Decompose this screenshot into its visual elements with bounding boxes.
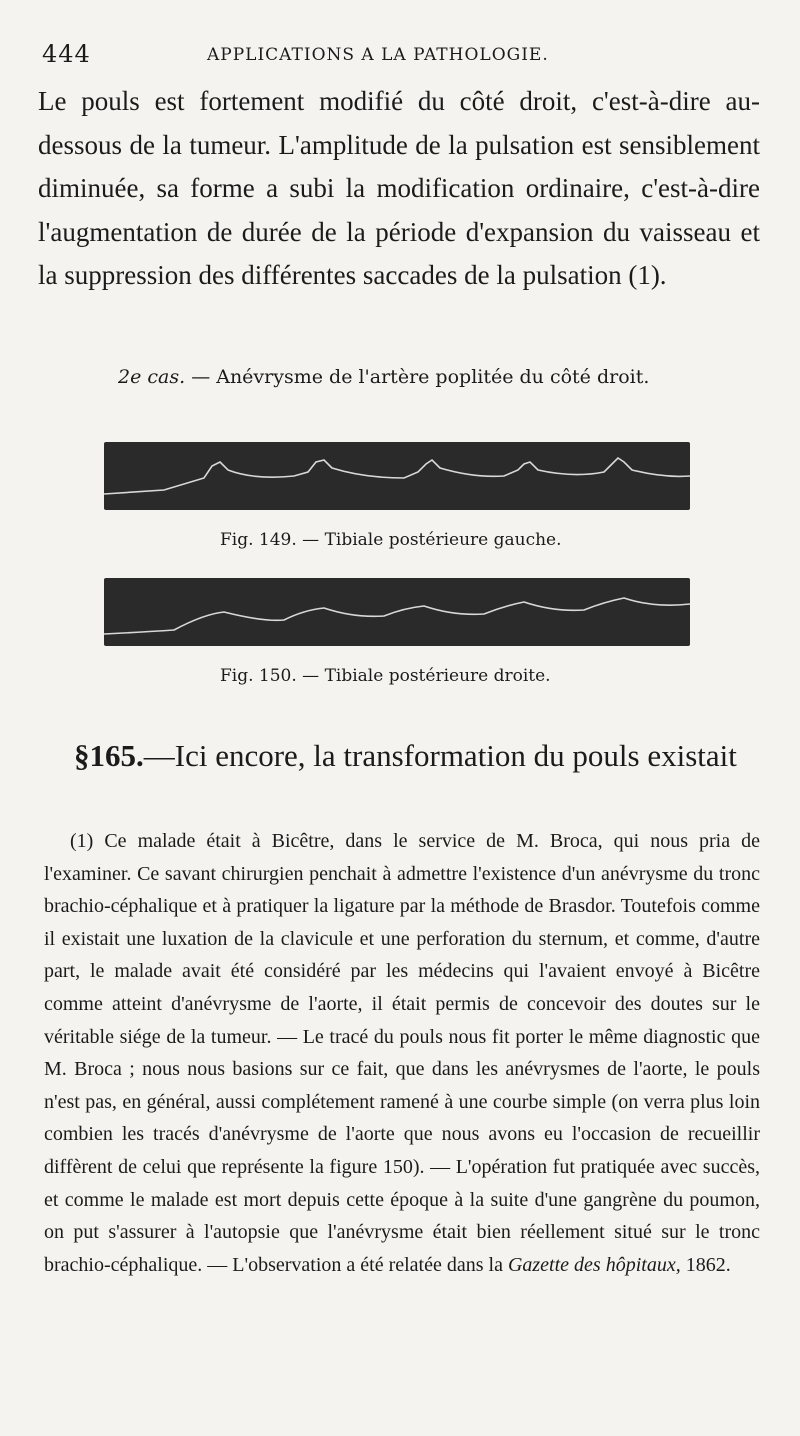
footnote	[44, 825, 760, 1281]
pulse-trace-150-wave	[104, 578, 690, 646]
footnote-text: Ce malade était à Bicêtre, dans le service de M. Broca, qui nous pria de l'examiner. Ce savant chirurgien penchait à admettre l'existence d'un anévrysme du tronc brachio-céphalique et à pratiquer la ligature par la méthode de Brasdor. Toutefois comme il existait une luxation de la clavicule et une perforation du sternum, et comme, d'autre part, le malade avait été considéré par les médecins qui l'avaient envoyé à Bicêtre comme atteint d'anévrysme de l'aorte, il était permis de concevoir des doutes sur le véritable siége de la tumeur. — Le tracé du pouls nous fit porter le même diagnostic que M. Broca ; nous nous basions sur ce fait, que dans les anévrysmes de l'aorte, le pouls n'est pas, en général, aussi complétement ramené à une courbe simple (on verra plus loin combien les tracés d'anévrysme de l'aorte que nous avons eu l'occasion de recueillir diffèrent de celui que représente la figure 150). — L'opération fut pratiquée avec succès, et comme le malade est mort depuis cette époque à la suite d'une gangrène du poumon, on put s'assurer à l'autopsie que l'anévrysme était bien réellement situé sur le tronc brachio-céphalique. — L'observation a été relatée dans la	[44, 830, 760, 1276]
figure-150-caption: Fig. 150. — Tibiale postérieure droite.	[220, 666, 551, 686]
figure-149-caption: Fig. 149. — Tibiale postérieure gauche.	[220, 530, 562, 550]
footnote-marker: (1)	[70, 830, 94, 852]
case-label: 2e cas.	[118, 366, 186, 388]
section-heading	[74, 738, 764, 774]
section-text: —Ici encore, la transformation du pouls existait	[143, 738, 737, 773]
body-paragraph: Le pouls est fortement modifié du côté droit, c'est-à-dire au-dessous de la tumeur. L'amplitude de la pulsation est sensiblement diminuée, sa forme a subi la modification ordinaire, c'est-à-dire l'augmentation de durée de la période d'expansion du vaisseau et la suppression des différentes saccades de la pulsation (1).	[38, 86, 760, 291]
case-heading	[118, 366, 768, 388]
pulse-trace-149-wave	[104, 442, 690, 510]
section-number: §165.	[74, 738, 144, 773]
pulse-trace-figure-149	[104, 442, 690, 510]
case-text: — Anévrysme de l'artère poplitée du côté droit.	[191, 366, 650, 388]
footnote-year: 1862.	[685, 1253, 731, 1276]
pulse-trace-figure-150	[104, 578, 690, 646]
running-head: APPLICATIONS A LA PATHOLOGIE.	[207, 45, 549, 65]
page-number: 444	[42, 40, 91, 68]
footnote-journal: Gazette des hôpitaux,	[507, 1253, 681, 1276]
page-header	[42, 40, 760, 70]
